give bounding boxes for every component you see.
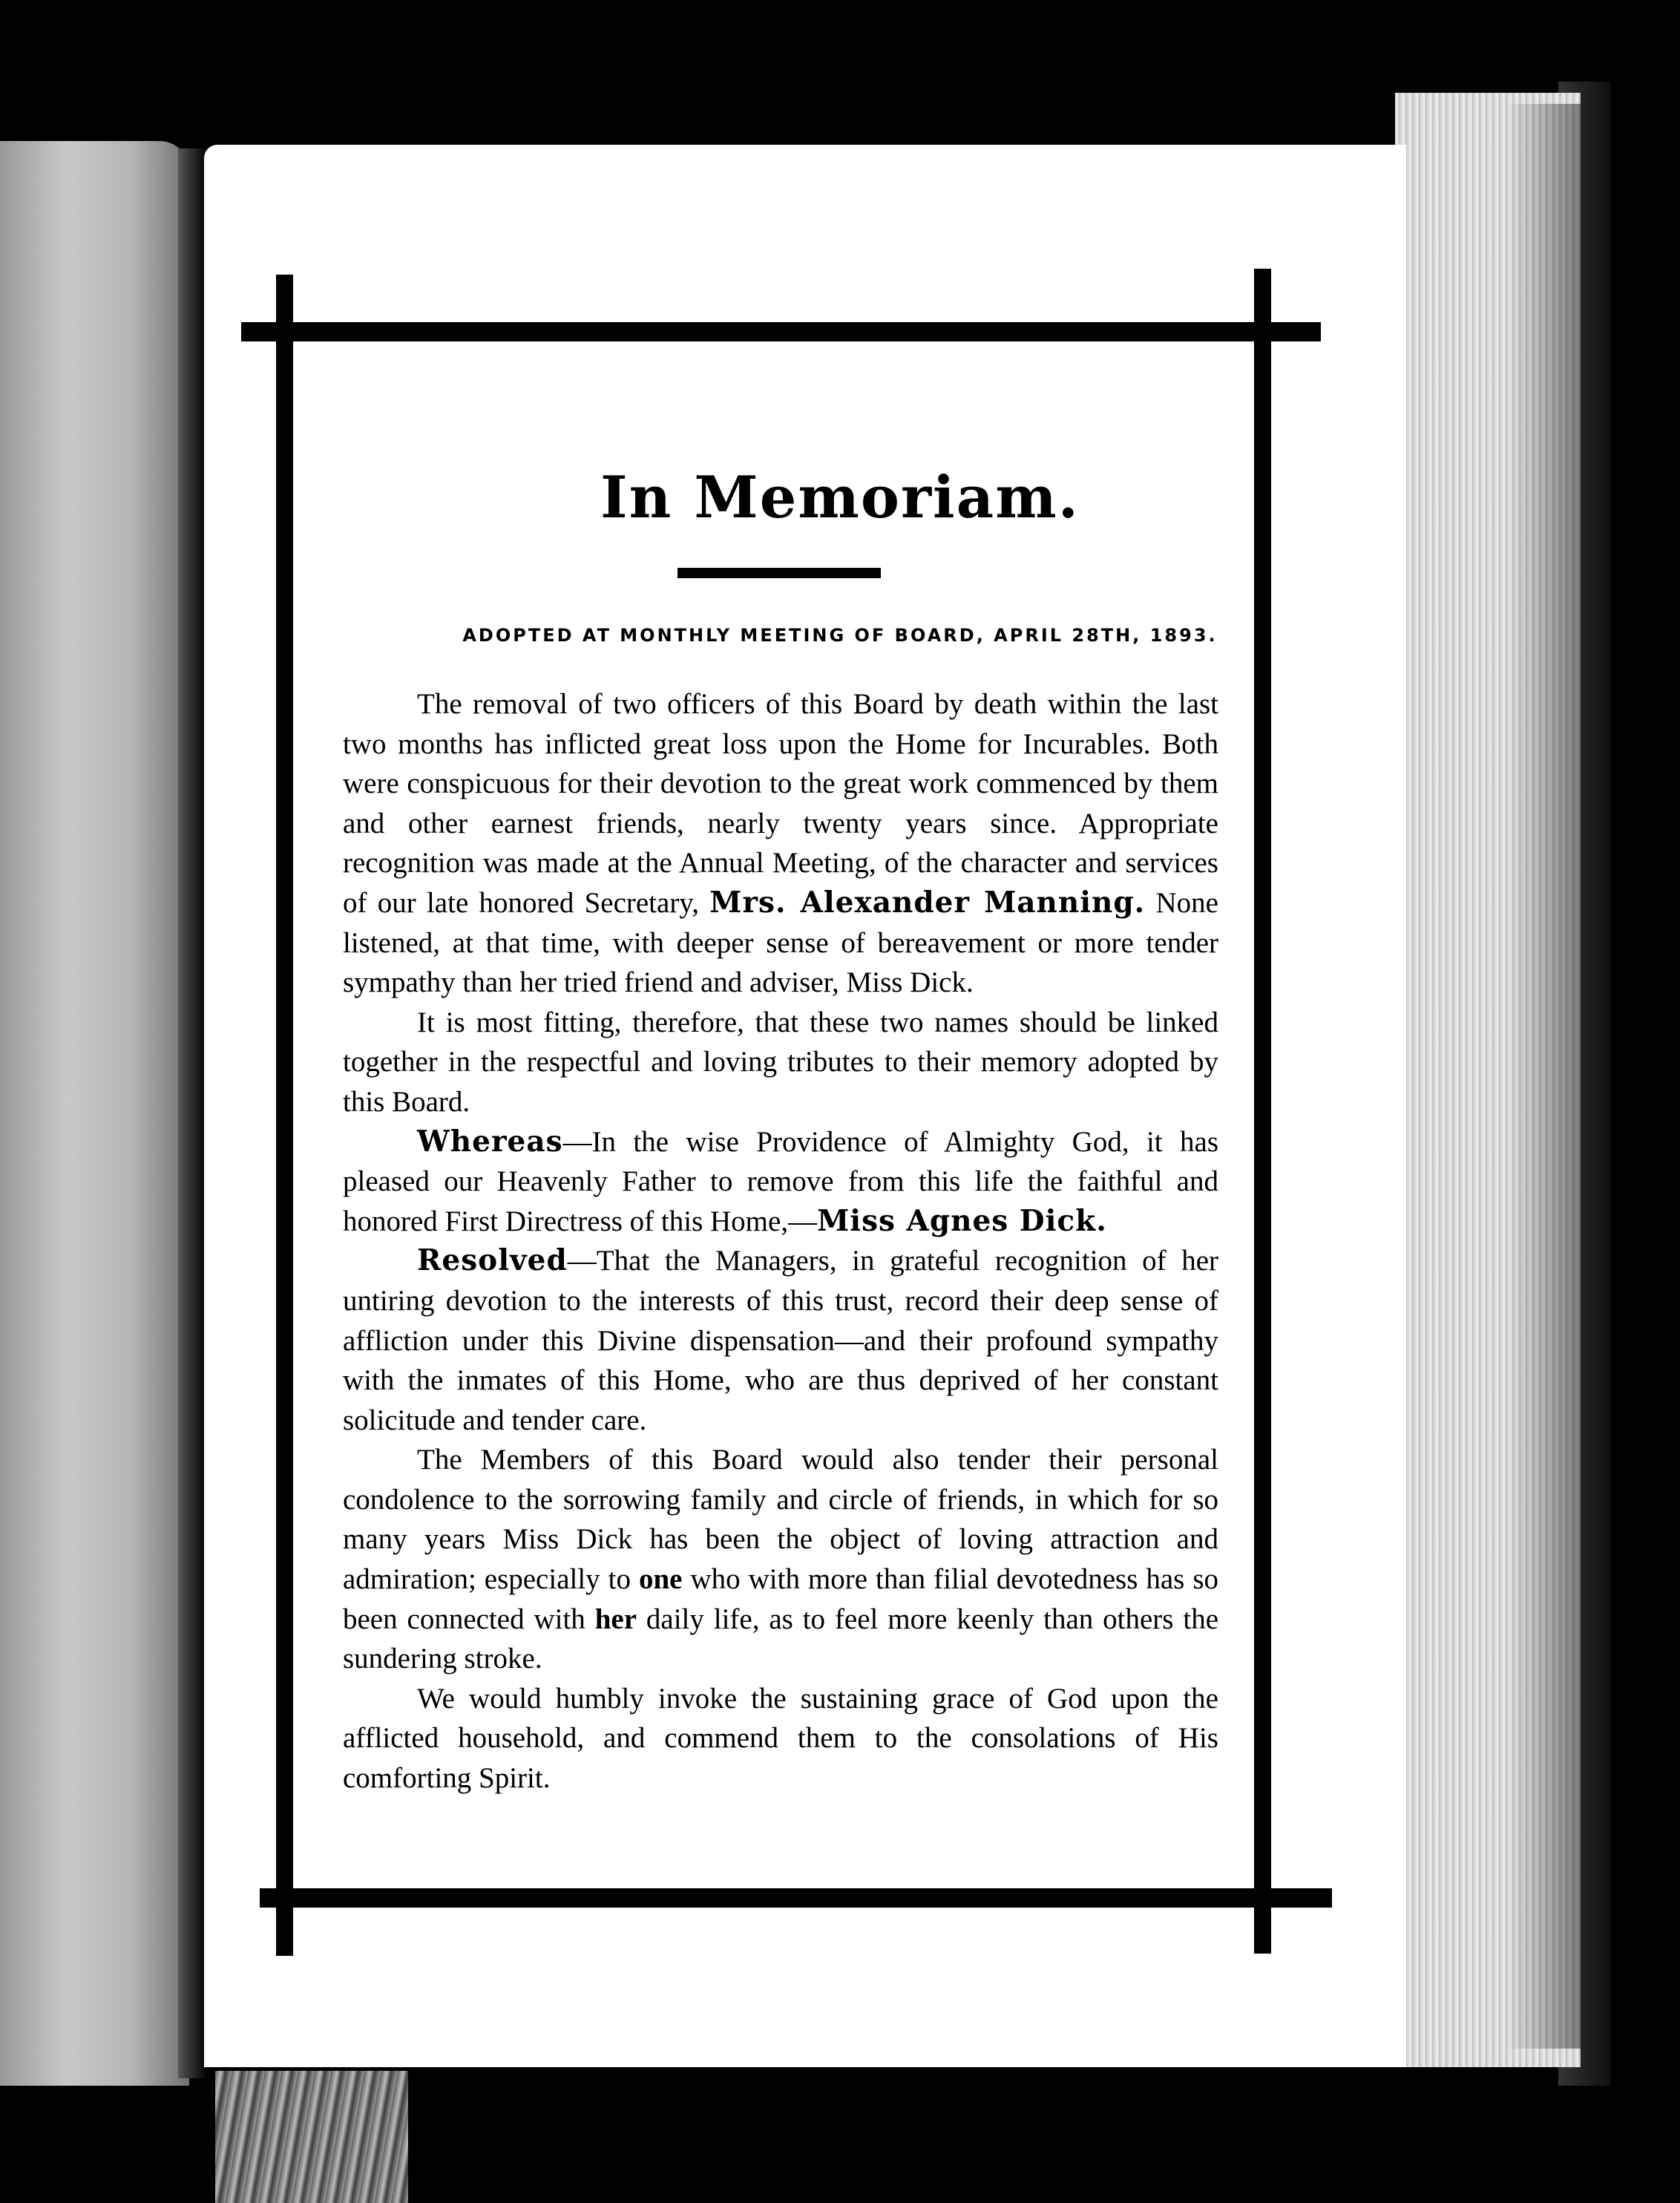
page-title: In Memoriam. <box>600 464 1080 531</box>
mourning-border-bottom <box>260 1888 1332 1908</box>
memorial-text <box>343 684 1218 1798</box>
book-gutter <box>178 148 208 2078</box>
paragraph-whereas: Whereas—In the wise Providence of Almighty God, it has pleased our Heavenly Father to remove from this life the faithful and honored First Directress of this Home,—Miss Agnes Dick. <box>343 1124 1218 1238</box>
title-rule <box>677 568 881 578</box>
paragraph-resolved: Resolved—That the Managers, in grateful recognition of her untiring devotion to the interests of this trust, record their deep sense of affliction under this Divine dispensation—and their profound sympathy with the inmates of this Home, who are thus deprived of her constant solicitude and tender care. <box>343 1243 1218 1436</box>
paragraph-closing: We would humbly invoke the sustaining grace of God upon the afflicted household, and commend them to the consolations of His comforting Spirit. <box>343 1682 1218 1795</box>
page-subtitle: ADOPTED AT MONTHLY MEETING OF BOARD, APRIL 28TH, 1893. <box>462 625 1218 646</box>
torn-page-scraps <box>215 2071 408 2203</box>
name-miss-dick: Miss Agnes Dick. <box>817 1203 1107 1238</box>
page-stack-shadow <box>1506 104 1581 2049</box>
paragraph-2: It is most fitting, therefore, that these two names should be linked together in the respectful and loving tributes to their memory adopted by this Board. <box>343 1006 1218 1118</box>
facing-left-page <box>0 141 189 2086</box>
whereas-lead: Whereas <box>417 1124 563 1159</box>
emphasis-her: her <box>594 1603 637 1635</box>
name-mrs-manning: Mrs. Alexander Manning. <box>709 885 1146 920</box>
paragraph-condolence: The Members of this Board would also tender their personal condolence to the sorrowing family and circle of friends, in which for so many years Miss Dick has been the object of loving attraction and admiration; especially to one who with more than filial devotedness has so been connected with her daily life, as to feel more keenly than others the sundering stroke. <box>343 1444 1219 1675</box>
resolved-lead: Resolved <box>417 1243 568 1278</box>
mourning-border-top <box>241 322 1321 341</box>
paragraph-1: The removal of two officers of this Board by death within the last two months has inflicted great loss upon the Home for Incurables. Both were conspicuous for their devotion to the great work commenced by them and other earnest friends, nearly twenty years since. Appropriate recognition was made at the Annual Meeting, of the character and services of our late honored Secretary, Mrs. Alexander Manning. None listened, at that time, with deeper sense of bereavement or more tender sympathy than her tried friend and adviser, Miss Dick. <box>343 688 1218 999</box>
emphasis-one: one <box>638 1563 683 1596</box>
